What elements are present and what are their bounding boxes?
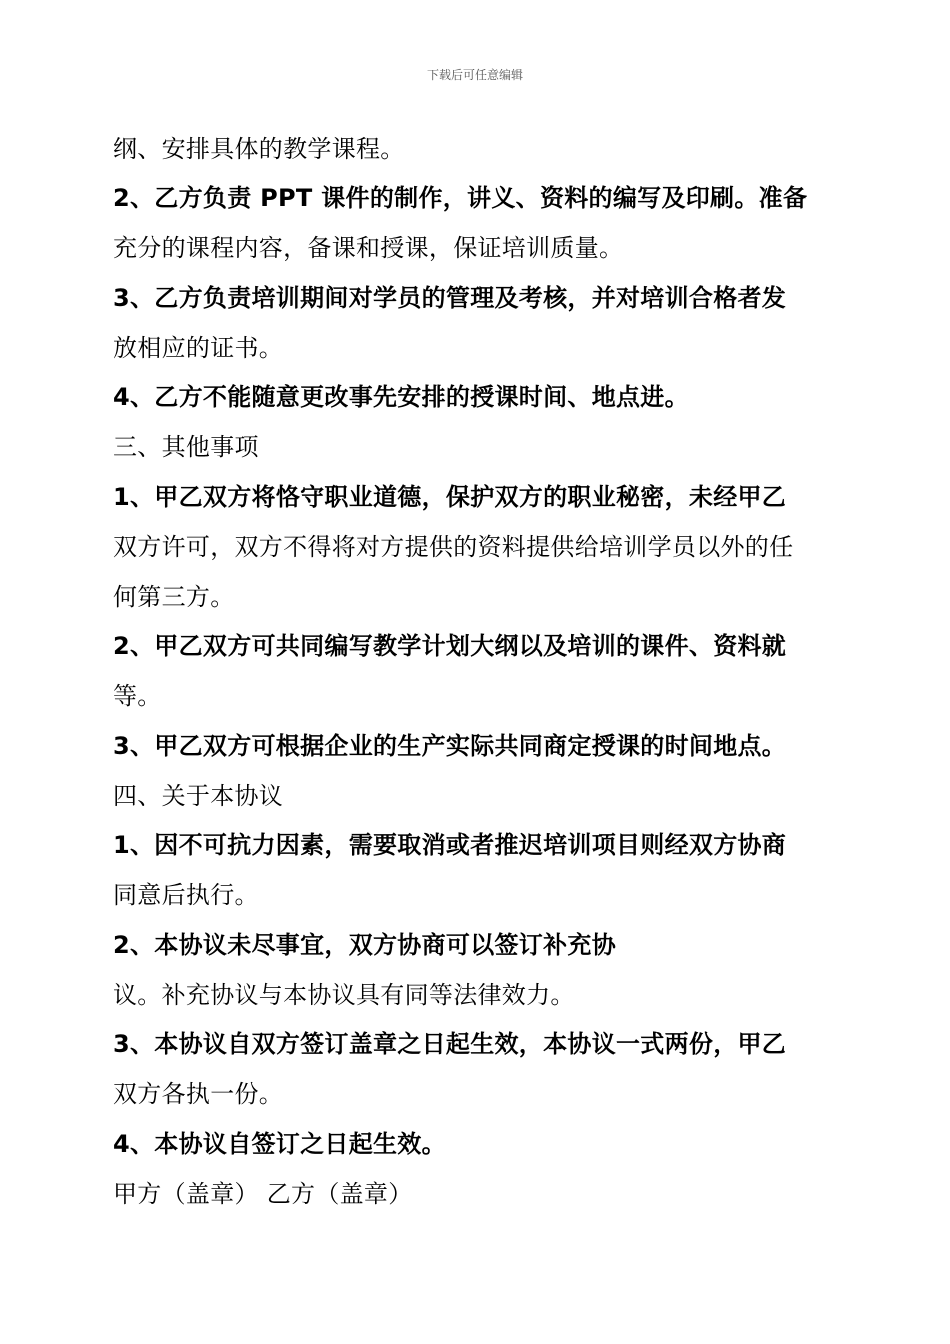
text-line: 2、乙方负责 PPT 课件的制作，讲义、资料的编写及印刷。准备 [113, 184, 808, 212]
text-line: 纲、安排具体的教学课程。 [113, 135, 405, 163]
text-line: 双方许可，双方不得将对方提供的资料提供给培训学员以外的任 [113, 533, 794, 561]
section-heading: 三、其他事项 [113, 433, 259, 461]
text-line: 充分的课程内容，备课和授课，保证培训质量。 [113, 234, 624, 262]
text-line: 双方各执一份。 [113, 1080, 284, 1108]
text-line: 3、乙方负责培训期间对学员的管理及考核，并对培训合格者发 [113, 284, 787, 312]
text-line: 4、乙方不能随意更改事先安排的授课时间、地点进。 [113, 383, 689, 411]
text-line: 何第三方。 [113, 583, 235, 611]
text-line: 1、甲乙双方将恪守职业道德，保护双方的职业秘密，未经甲乙 [113, 483, 787, 511]
text-line: 等。 [113, 682, 162, 710]
text-line: 议。补充协议与本协议具有同等法律效力。 [113, 981, 575, 1009]
page-header-note: 下载后可任意编辑 [426, 68, 523, 82]
text-line: 4、本协议自签订之日起生效。 [113, 1130, 446, 1158]
text-line: 2、甲乙双方可共同编写教学计划大纲以及培训的课件、资料就 [113, 632, 787, 660]
signature-line: 甲方（盖章） 乙方（盖章） [113, 1180, 413, 1208]
text-line: 3、本协议自双方签订盖章之日起生效，本协议一式两份，甲乙 [113, 1030, 787, 1058]
section-heading: 四、关于本协议 [113, 782, 284, 810]
text-line: 3、甲乙双方可根据企业的生产实际共同商定授课的时间地点。 [113, 732, 787, 760]
text-line: 1、因不可抗力因素，需要取消或者推迟培训项目则经双方协商 [113, 831, 787, 859]
text-line: 同意后执行。 [113, 881, 259, 909]
text-line: 放相应的证书。 [113, 334, 284, 362]
text-line: 2、本协议未尽事宜，双方协商可以签订补充协 [113, 931, 616, 959]
